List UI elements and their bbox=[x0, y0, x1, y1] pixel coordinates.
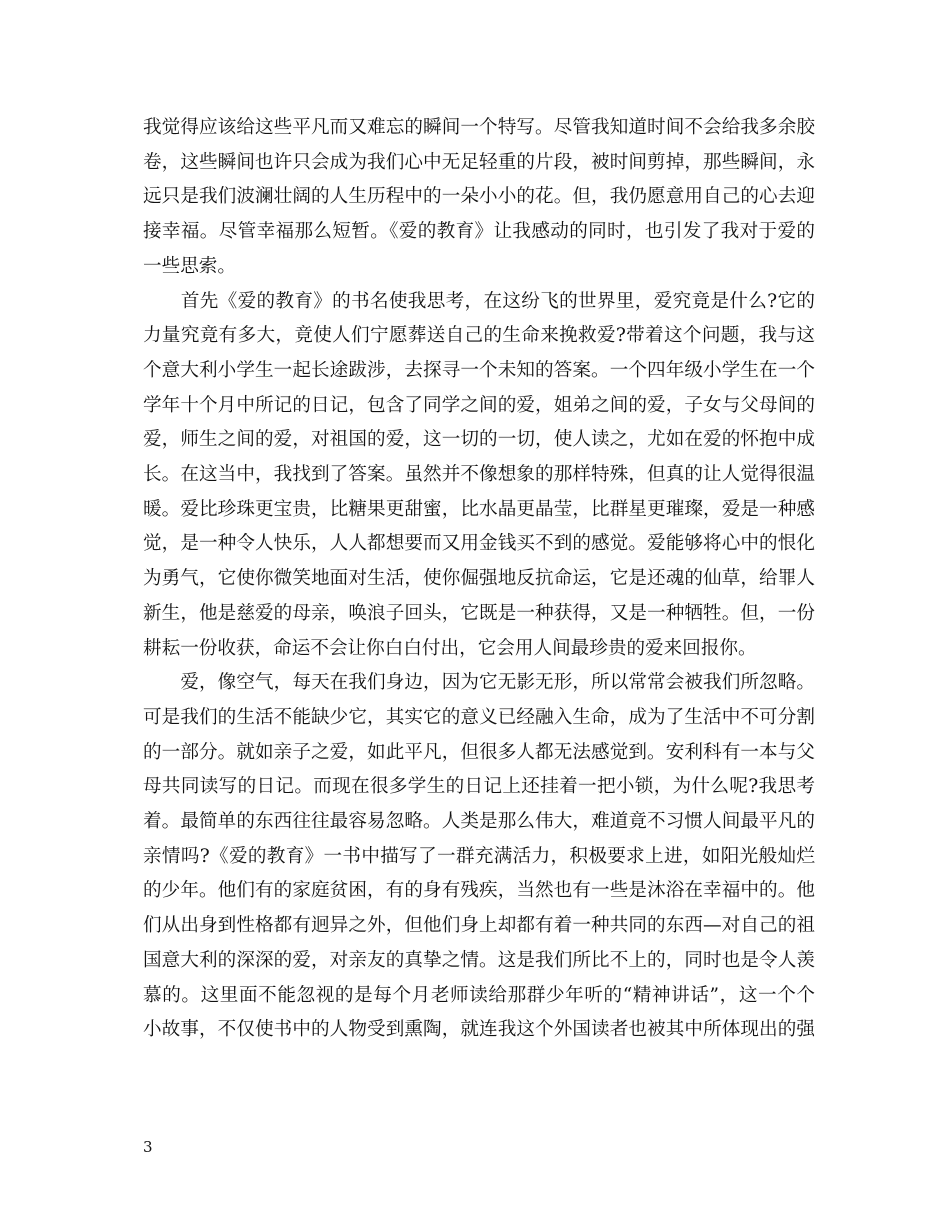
text-line: 远只是我们波澜壮阔的人生历程中的一朵小小的花。但，我仍愿意用自己的心去迎 bbox=[143, 186, 815, 208]
text-line: 母共同读写的日记。而现在很多学生的日记上还挂着一把小锁，为什么呢?我思考 bbox=[143, 776, 815, 798]
text-line: 我觉得应该给这些平凡而又难忘的瞬间一个特写。尽管我知道时间不会给我多余胶 bbox=[143, 117, 815, 138]
text-line: 接幸福。尽管幸福那么短暂。《爱的教育》让我感动的同时，也引发了我对于爱的 bbox=[143, 221, 815, 243]
text-line: 一些思索。 bbox=[143, 255, 236, 277]
text-line: 学年十个月中所记的日记，包含了同学之间的爱，姐弟之间的爱，子女与父母间的 bbox=[143, 394, 815, 416]
text-line: 暖。爱比珍珠更宝贵，比糖果更甜蜜，比水晶更晶莹，比群星更璀璨，爱是一种感 bbox=[143, 498, 815, 520]
text-line: 卷，这些瞬间也许只会成为我们心中无足轻重的片段，被时间剪掉，那些瞬间，永 bbox=[143, 151, 815, 173]
page-number: 3 bbox=[143, 1138, 153, 1156]
text-line: 爱，像空气，每天在我们身边，因为它无影无形，所以常常会被我们所忽略。 bbox=[143, 672, 815, 694]
text-line: 觉，是一种令人快乐，人人都想要而又用金钱买不到的感觉。爱能够将心中的恨化 bbox=[143, 533, 815, 555]
text-line: 慕的。这里面不能忽视的是每个月老师读给那群少年听的“精神讲话”，这一个个 bbox=[143, 984, 815, 1006]
text-line: 耕耘一份收获，命运不会让你白白付出，它会用人间最珍贵的爱来回报你。 bbox=[143, 637, 757, 659]
text-line: 爱，师生之间的爱，对祖国的爱，这一切的一切，使人读之，尤如在爱的怀抱中成 bbox=[143, 429, 815, 451]
text-line: 长。在这当中，我找到了答案。虽然并不像想象的那样特殊，但真的让人觉得很温 bbox=[143, 464, 815, 485]
text-line: 们从出身到性格都有迥异之外，但他们身上却都有着一种共同的东西—对自己的祖 bbox=[143, 915, 815, 937]
text-line: 个意大利小学生一起长途跋涉，去探寻一个未知的答案。一个四年级小学生在一个 bbox=[143, 359, 815, 381]
text-line: 可是我们的生活不能缺少它，其实它的意义已经融入生命，成为了生活中不可分割 bbox=[143, 706, 815, 728]
text-line: 的一部分。就如亲子之爱，如此平凡，但很多人都无法感觉到。安利科有一本与父 bbox=[143, 741, 815, 763]
text-line: 为勇气，它使你微笑地面对生活，使你倔强地反抗命运，它是还魂的仙草，给罪人 bbox=[143, 568, 815, 590]
text-line: 国意大利的深深的爱，对亲友的真挚之情。这是我们所比不上的，同时也是令人羡 bbox=[143, 949, 815, 971]
text-line: 新生，他是慈爱的母亲，唤浪子回头，它既是一种获得，又是一种牺牲。但，一份 bbox=[143, 602, 815, 624]
text-line: 亲情吗?《爱的教育》一书中描写了一群充满活力，积极要求上进，如阳光般灿烂 bbox=[143, 845, 815, 867]
text-line: 首先《爱的教育》的书名使我思考，在这纷飞的世界里，爱究竟是什么?它的 bbox=[143, 290, 815, 312]
text-line: 小故事，不仅使书中的人物受到熏陶，就连我这个外国读者也被其中所体现出的强 bbox=[143, 1019, 815, 1041]
text-line: 力量究竟有多大，竟使人们宁愿葬送自己的生命来挽救爱?带着这个问题，我与这 bbox=[143, 325, 815, 347]
text-line: 着。最简单的东西往往最容易忽略。人类是那么伟大，难道竟不习惯人间最平凡的 bbox=[143, 811, 815, 832]
text-line: 的少年。他们有的家庭贫困，有的身有残疾，当然也有一些是沐浴在幸福中的。他 bbox=[143, 880, 815, 902]
